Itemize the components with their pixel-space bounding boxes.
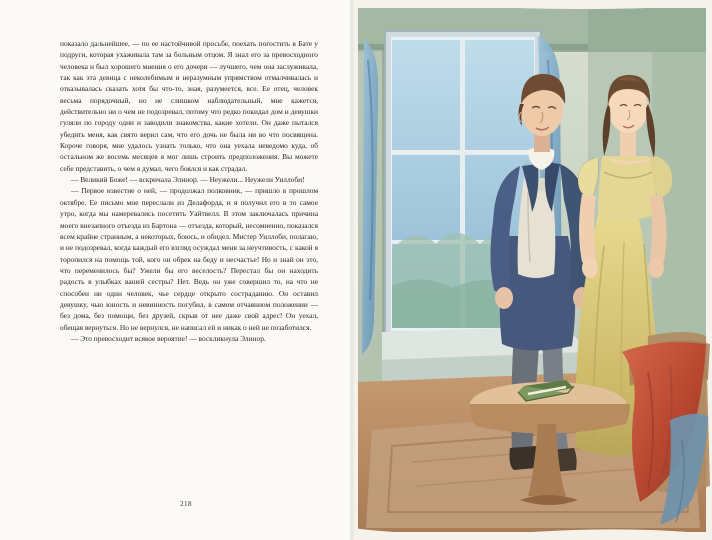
watercolour-illustration <box>352 0 712 540</box>
paragraph: показало дальнейшее, — по ее настойчивой просьбе, поехать погостить в Бате у подруги, которая ухаживала там за больным отцом. Я знал его за превосходного человека и был хорошего мнения о его дочери — лучшего, чем она заслуживала, так как эта девица с неколебимым и неразумным упрямством отмалчивалась и отказывалась сказать хотя бы что-то, зная, разумеется, все. Ее отец, человек весьма порядочный, но не слишком наблюдательный, мне кажется, действительно ни о чем не подозревал, потому что редко покидал дом и девушки гуляли по городу одни и заводили знакомства, какие хотели. Он даже пытался убедить меня, как свято верил сам, что его дочь не была ни во что посвящена. Короче говоря, мне удалось узнать только, что она уехала неведомо куда, об остальном же восемь месяцев я мог лишь строить предположения. Вы можете себе представить, о чем я думал, чего боялся и как страдал. <box>60 39 318 173</box>
paragraph: — Великий Боже! — вскричала Элинор. — Неужели... Неужели Уиллоби! <box>71 175 305 185</box>
text-page <box>0 0 352 540</box>
illustration-page <box>352 0 712 540</box>
page-number-value: 218 <box>180 500 192 508</box>
page-number <box>0 500 352 508</box>
paragraph: — Это превосходит всякое вероятие! — воскликнула Элинор. <box>71 333 266 343</box>
body-text-column <box>60 38 318 344</box>
paragraph: — Первое известие о ней, — продолжал полковник, — пришло в прошлом октябре. Ее письмо мне переслали из Делафорда, и я получил его в то самое утро, когда мы намеревались посетить Уайтвелл. В этом заключалась причина моего внезапного отъезда из Бартона — отъезда, который, несомненно, показался всем крайне странным, а некоторых, боюсь, и обидел. Мистер Уиллоби, полагаю, и не подозревал, когда каждый его взгляд осуждал меня за неучтивость, с какой я торопился на помощь той, кого он обрек на беду и несчастье! Но и знай он это, что переменилось бы? Ужели бы его веселость? Перестал бы он находить радость в улыбках вашей сестры? Нет. Ведь он уже совершил то, на что не способен ни один человек, чье сердце открыто состраданию. Он оставил девушку, чью юность и невинность погубил, в самом отчаянном положении — без дома, без помощи, без друзей, скрыв от нее даже свой адрес! Он уехал, обещая вернуться. Но не вернулся, не написал ей и никак о ней не позаботился. <box>60 186 318 332</box>
